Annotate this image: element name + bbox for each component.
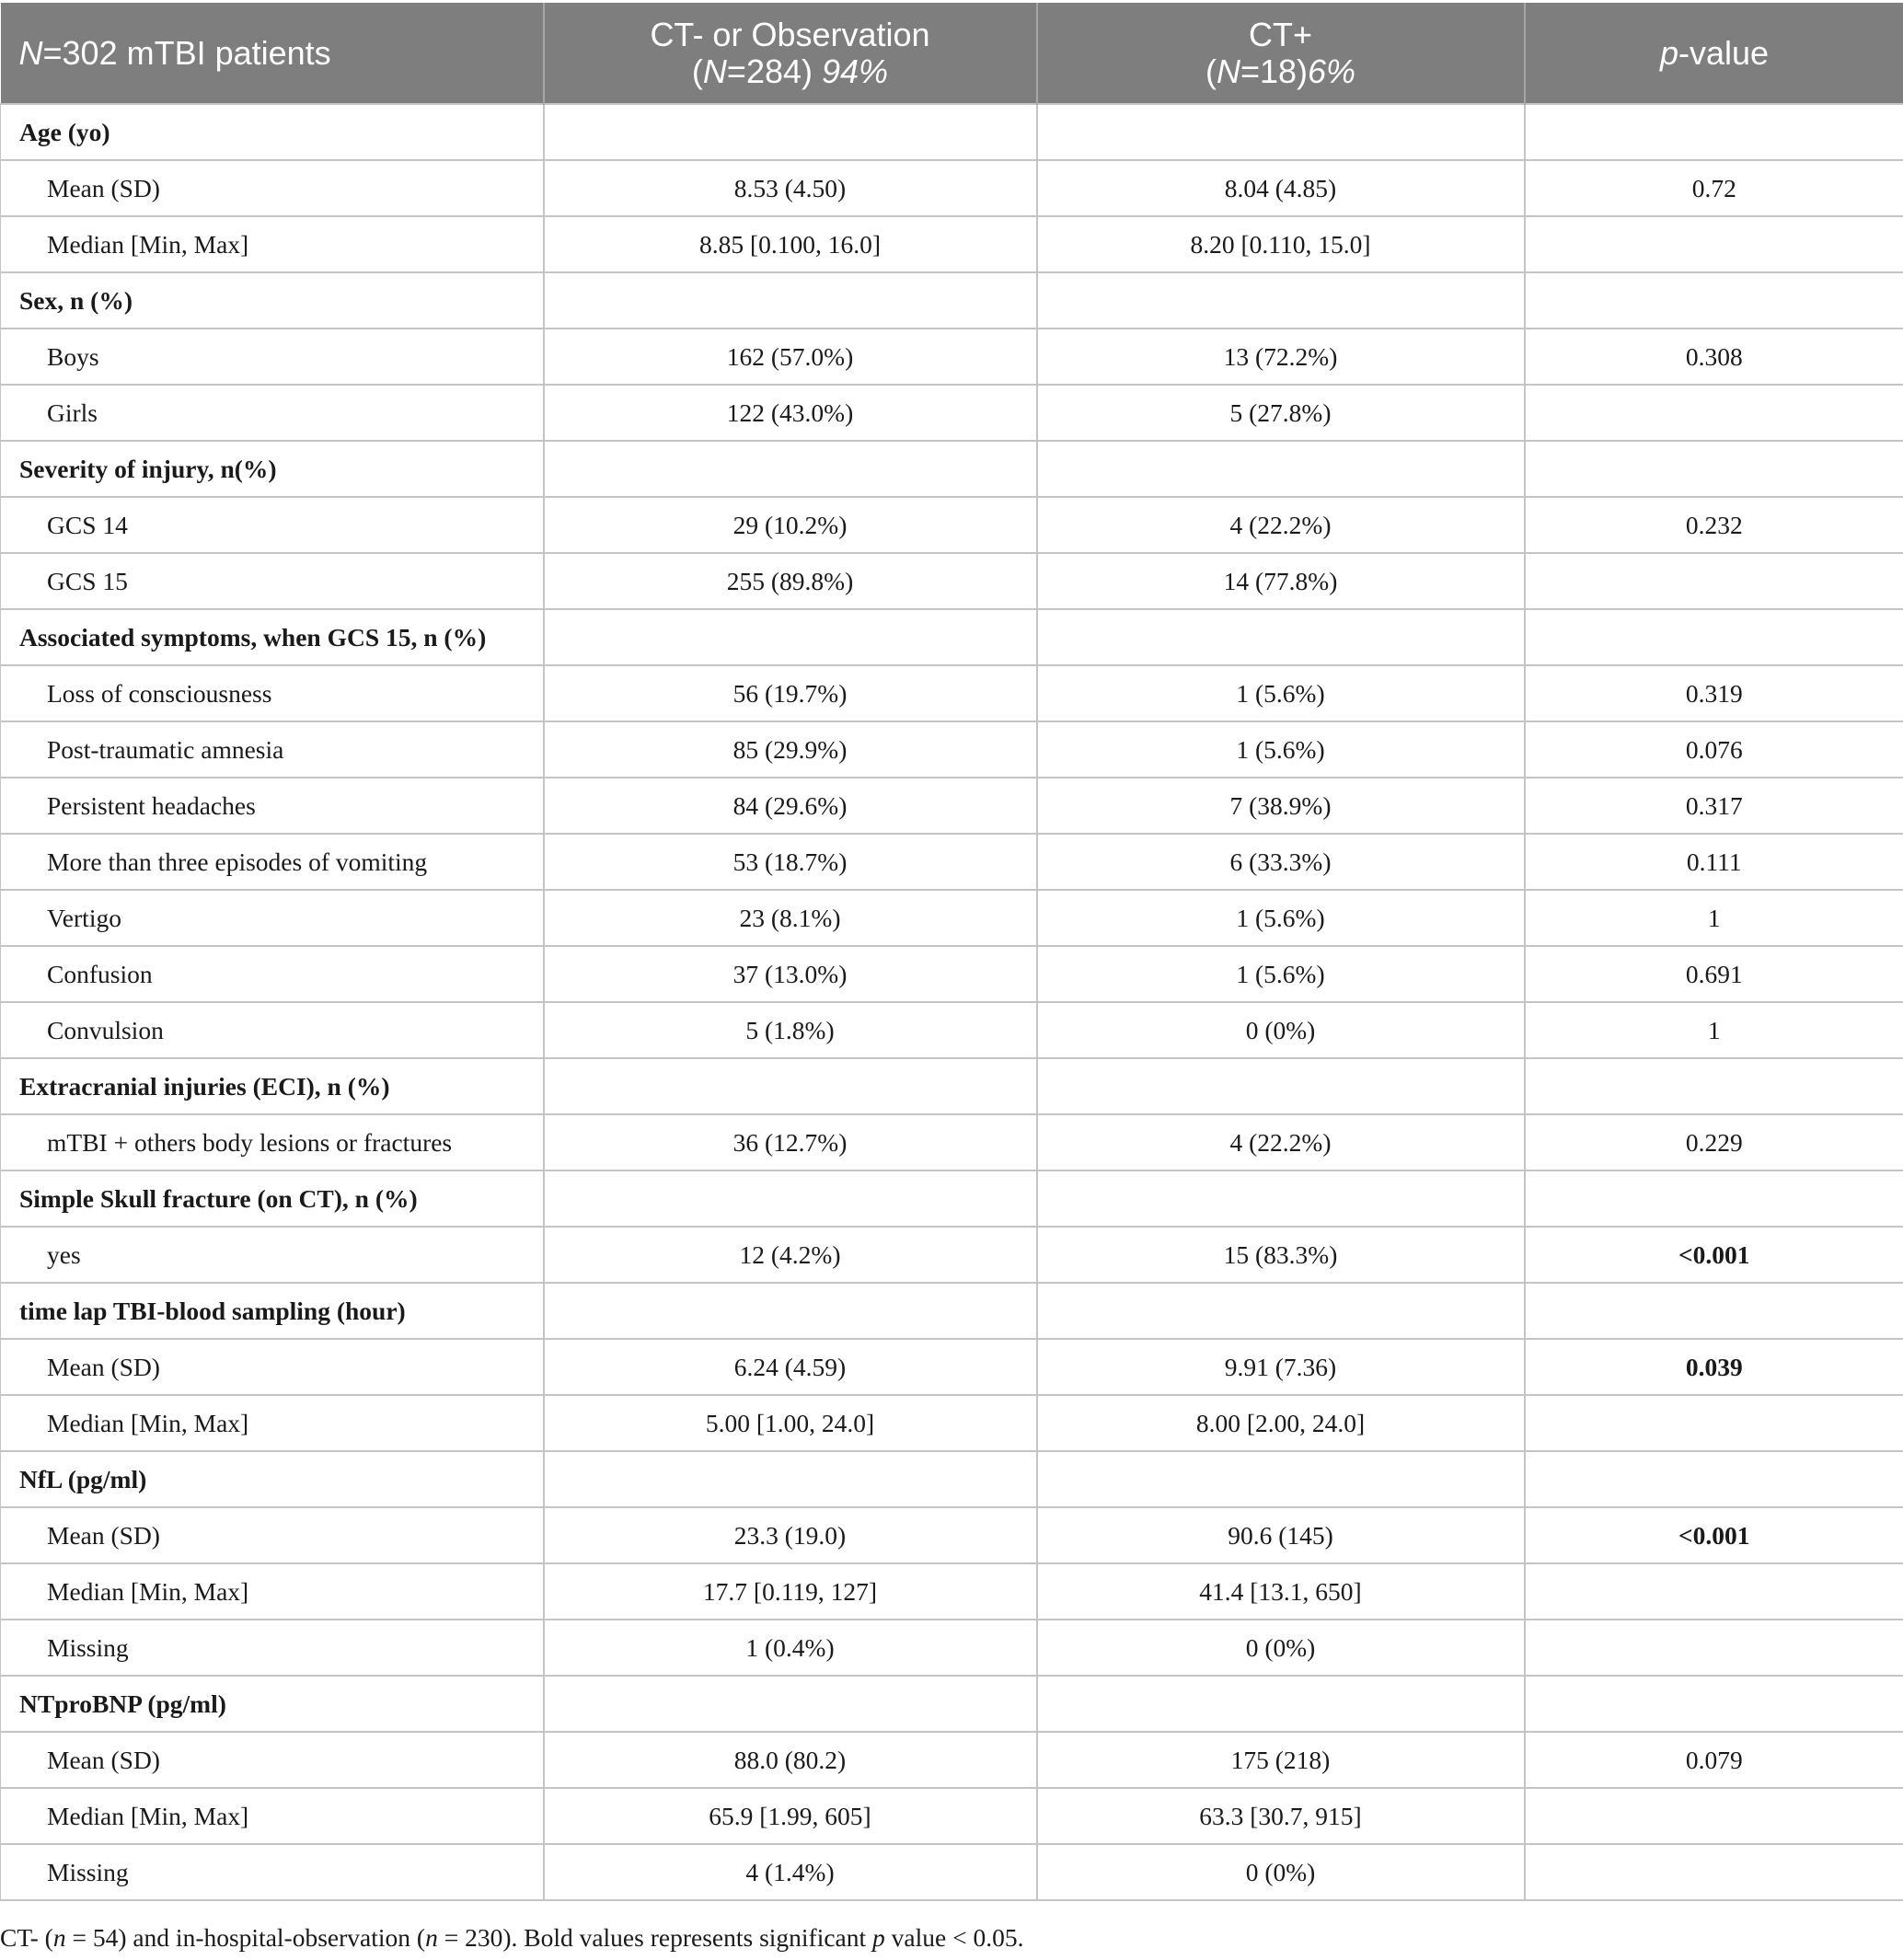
ct-positive-value: 8.00 [2.00, 24.0]: [1037, 1395, 1525, 1451]
row-label: GCS 15: [1, 553, 544, 609]
header-population-n: N: [18, 33, 43, 72]
ct-positive-value: 8.04 (4.85): [1037, 160, 1525, 216]
header-p-value-p: p: [1659, 33, 1678, 72]
row-label: Missing: [1, 1844, 544, 1900]
p-value: [1525, 104, 1903, 160]
ct-negative-value: 5.00 [1.00, 24.0]: [544, 1395, 1037, 1451]
ct-negative-value: 84 (29.6%): [544, 778, 1037, 834]
header-ct-positive: [1037, 3, 1525, 104]
footnote-text-1: CT- (: [0, 1923, 53, 1952]
ct-positive-value: 1 (5.6%): [1037, 890, 1525, 946]
section-row: [1, 1283, 1903, 1339]
footnote-text-4: value < 0.05.: [884, 1923, 1024, 1952]
row-label: NTproBNP (pg/ml): [1, 1676, 544, 1732]
ct-positive-value: 14 (77.8%): [1037, 553, 1525, 609]
ct-negative-value: 4 (1.4%): [544, 1844, 1037, 1900]
table-row: [1, 1844, 1903, 1900]
row-label: Extracranial injuries (ECI), n (%): [1, 1058, 544, 1114]
header-ct-negative-count: =284): [726, 52, 813, 90]
p-value: <0.001: [1525, 1507, 1903, 1563]
ct-positive-value: 41.4 [13.1, 650]: [1037, 1563, 1525, 1620]
table-row: [1, 1002, 1903, 1058]
row-label: Persistent headaches: [1, 778, 544, 834]
p-value: [1525, 1676, 1903, 1732]
p-value: 0.317: [1525, 778, 1903, 834]
ct-negative-value: 37 (13.0%): [544, 946, 1037, 1002]
ct-positive-value: 175 (218): [1037, 1732, 1525, 1788]
ct-positive-value: [1037, 272, 1525, 329]
p-value: [1525, 1788, 1903, 1844]
ct-positive-value: 0 (0%): [1037, 1620, 1525, 1676]
table-row: [1, 497, 1903, 553]
header-ct-negative: [544, 3, 1037, 104]
ct-negative-value: 23 (8.1%): [544, 890, 1037, 946]
ct-negative-value: [544, 1058, 1037, 1114]
table-row: [1, 385, 1903, 441]
table-row: [1, 1732, 1903, 1788]
row-label: Vertigo: [1, 890, 544, 946]
row-label: Mean (SD): [1, 1507, 544, 1563]
row-label: Simple Skull fracture (on CT), n (%): [1, 1170, 544, 1227]
footnote-text-3: = 230). Bold values represents significant: [437, 1923, 873, 1952]
row-label: Missing: [1, 1620, 544, 1676]
table-row: [1, 216, 1903, 272]
row-label: Loss of consciousness: [1, 665, 544, 721]
ct-negative-value: 1 (0.4%): [544, 1620, 1037, 1676]
row-label: Sex, n (%): [1, 272, 544, 329]
ct-positive-value: [1037, 104, 1525, 160]
p-value: [1525, 1563, 1903, 1620]
p-value: [1525, 216, 1903, 272]
ct-positive-value: [1037, 1676, 1525, 1732]
header-population-label: =302 mTBI patients: [42, 33, 331, 72]
ct-positive-value: 90.6 (145): [1037, 1507, 1525, 1563]
ct-positive-value: 0 (0%): [1037, 1844, 1525, 1900]
ct-positive-value: 9.91 (7.36): [1037, 1339, 1525, 1395]
section-row: [1, 1170, 1903, 1227]
row-label: Median [Min, Max]: [1, 216, 544, 272]
ct-negative-value: 12 (4.2%): [544, 1227, 1037, 1283]
p-value: <0.001: [1525, 1227, 1903, 1283]
p-value: 0.691: [1525, 946, 1903, 1002]
p-value: [1525, 1283, 1903, 1339]
ct-positive-value: 63.3 [30.7, 915]: [1037, 1788, 1525, 1844]
row-label: Associated symptoms, when GCS 15, n (%): [1, 609, 544, 665]
row-label: Post-traumatic amnesia: [1, 721, 544, 778]
p-value: 1: [1525, 890, 1903, 946]
p-value: 0.72: [1525, 160, 1903, 216]
table-row: [1, 329, 1903, 385]
ct-negative-value: [544, 609, 1037, 665]
p-value: 1: [1525, 1002, 1903, 1058]
row-label: Mean (SD): [1, 160, 544, 216]
ct-positive-value: 13 (72.2%): [1037, 329, 1525, 385]
ct-negative-value: 122 (43.0%): [544, 385, 1037, 441]
footnote-n-1: n: [52, 1923, 66, 1952]
row-label: Severity of injury, n(%): [1, 441, 544, 497]
header-ct-positive-paren: (: [1205, 52, 1217, 90]
ct-negative-value: [544, 1170, 1037, 1227]
ct-negative-value: [544, 104, 1037, 160]
header-ct-positive-count: =18): [1240, 52, 1309, 90]
table-row: [1, 1114, 1903, 1170]
p-value: [1525, 1451, 1903, 1507]
table-row: [1, 1507, 1903, 1563]
p-value: 0.229: [1525, 1114, 1903, 1170]
row-label: Mean (SD): [1, 1339, 544, 1395]
header-ct-negative-pct: 94%: [813, 52, 889, 90]
section-row: [1, 272, 1903, 329]
ct-positive-value: [1037, 1283, 1525, 1339]
ct-positive-value: 4 (22.2%): [1037, 1114, 1525, 1170]
table-row: [1, 553, 1903, 609]
section-row: [1, 609, 1903, 665]
ct-positive-value: 6 (33.3%): [1037, 834, 1525, 890]
table-row: [1, 1227, 1903, 1283]
header-p-value-label: -value: [1678, 33, 1770, 72]
row-label: Median [Min, Max]: [1, 1563, 544, 1620]
ct-positive-value: [1037, 1451, 1525, 1507]
ct-positive-value: [1037, 1170, 1525, 1227]
ct-negative-value: [544, 441, 1037, 497]
table-row: [1, 946, 1903, 1002]
ct-positive-value: 5 (27.8%): [1037, 385, 1525, 441]
ct-positive-value: [1037, 1058, 1525, 1114]
row-label: Age (yo): [1, 104, 544, 160]
row-label: Confusion: [1, 946, 544, 1002]
row-label: NfL (pg/ml): [1, 1451, 544, 1507]
p-value: [1525, 1620, 1903, 1676]
section-row: [1, 1058, 1903, 1114]
row-label: Mean (SD): [1, 1732, 544, 1788]
row-label: Convulsion: [1, 1002, 544, 1058]
row-label: Boys: [1, 329, 544, 385]
row-label: Median [Min, Max]: [1, 1395, 544, 1451]
footnote-p: p: [872, 1923, 885, 1952]
table-row: [1, 778, 1903, 834]
header-population: [1, 3, 544, 104]
table-row: [1, 1395, 1903, 1451]
footnote-n-2: n: [425, 1923, 438, 1952]
row-label: GCS 14: [1, 497, 544, 553]
p-value: [1525, 1395, 1903, 1451]
header-p-value: [1525, 3, 1903, 104]
section-row: [1, 441, 1903, 497]
characteristics-table: [0, 3, 1903, 1901]
ct-negative-value: 8.53 (4.50): [544, 160, 1037, 216]
ct-negative-value: 162 (57.0%): [544, 329, 1037, 385]
section-row: [1, 1676, 1903, 1732]
ct-positive-value: 15 (83.3%): [1037, 1227, 1525, 1283]
ct-negative-value: 23.3 (19.0): [544, 1507, 1037, 1563]
table-row: [1, 160, 1903, 216]
header-ct-negative-label: CT- or Observation: [650, 15, 930, 53]
p-value: [1525, 1170, 1903, 1227]
row-label: time lap TBI-blood sampling (hour): [1, 1283, 544, 1339]
footnote-text-2: = 54) and in-hospital-observation (: [65, 1923, 426, 1952]
ct-positive-value: 1 (5.6%): [1037, 721, 1525, 778]
ct-negative-value: 56 (19.7%): [544, 665, 1037, 721]
table-row: [1, 1339, 1903, 1395]
ct-negative-value: 65.9 [1.99, 605]: [544, 1788, 1037, 1844]
table-row: [1, 1620, 1903, 1676]
ct-positive-value: [1037, 609, 1525, 665]
p-value: [1525, 385, 1903, 441]
header-ct-negative-n: N: [702, 52, 727, 90]
header-ct-negative-paren: (: [691, 52, 703, 90]
p-value: [1525, 272, 1903, 329]
table-footnote: [0, 1923, 1023, 1953]
section-row: [1, 104, 1903, 160]
p-value: [1525, 553, 1903, 609]
section-row: [1, 1451, 1903, 1507]
header-ct-positive-label: CT+: [1248, 15, 1312, 53]
ct-negative-value: 85 (29.9%): [544, 721, 1037, 778]
ct-positive-value: 8.20 [0.110, 15.0]: [1037, 216, 1525, 272]
ct-positive-value: 7 (38.9%): [1037, 778, 1525, 834]
p-value: 0.079: [1525, 1732, 1903, 1788]
ct-negative-value: 53 (18.7%): [544, 834, 1037, 890]
table-row: [1, 1563, 1903, 1620]
table-header-row: [1, 3, 1903, 104]
table-row: [1, 834, 1903, 890]
header-ct-positive-pct: 6%: [1308, 52, 1356, 90]
ct-negative-value: 6.24 (4.59): [544, 1339, 1037, 1395]
ct-negative-value: [544, 272, 1037, 329]
ct-negative-value: [544, 1451, 1037, 1507]
p-value: 0.232: [1525, 497, 1903, 553]
ct-negative-value: 36 (12.7%): [544, 1114, 1037, 1170]
ct-positive-value: 0 (0%): [1037, 1002, 1525, 1058]
header-ct-positive-n: N: [1216, 52, 1240, 90]
ct-negative-value: 8.85 [0.100, 16.0]: [544, 216, 1037, 272]
table-body: [1, 104, 1903, 1900]
row-label: mTBI + others body lesions or fractures: [1, 1114, 544, 1170]
p-value: [1525, 441, 1903, 497]
p-value: 0.111: [1525, 834, 1903, 890]
table-row: [1, 721, 1903, 778]
row-label: Median [Min, Max]: [1, 1788, 544, 1844]
ct-negative-value: 255 (89.8%): [544, 553, 1037, 609]
p-value: 0.319: [1525, 665, 1903, 721]
p-value: [1525, 609, 1903, 665]
table-row: [1, 665, 1903, 721]
ct-negative-value: 5 (1.8%): [544, 1002, 1037, 1058]
p-value: [1525, 1844, 1903, 1900]
ct-negative-value: [544, 1283, 1037, 1339]
ct-positive-value: [1037, 441, 1525, 497]
ct-negative-value: 29 (10.2%): [544, 497, 1037, 553]
ct-positive-value: 4 (22.2%): [1037, 497, 1525, 553]
p-value: [1525, 1058, 1903, 1114]
ct-positive-value: 1 (5.6%): [1037, 946, 1525, 1002]
table-row: [1, 1788, 1903, 1844]
p-value: 0.039: [1525, 1339, 1903, 1395]
ct-negative-value: [544, 1676, 1037, 1732]
ct-positive-value: 1 (5.6%): [1037, 665, 1525, 721]
p-value: 0.076: [1525, 721, 1903, 778]
row-label: Girls: [1, 385, 544, 441]
table-row: [1, 890, 1903, 946]
ct-negative-value: 88.0 (80.2): [544, 1732, 1037, 1788]
p-value: 0.308: [1525, 329, 1903, 385]
row-label: More than three episodes of vomiting: [1, 834, 544, 890]
row-label: yes: [1, 1227, 544, 1283]
ct-negative-value: 17.7 [0.119, 127]: [544, 1563, 1037, 1620]
